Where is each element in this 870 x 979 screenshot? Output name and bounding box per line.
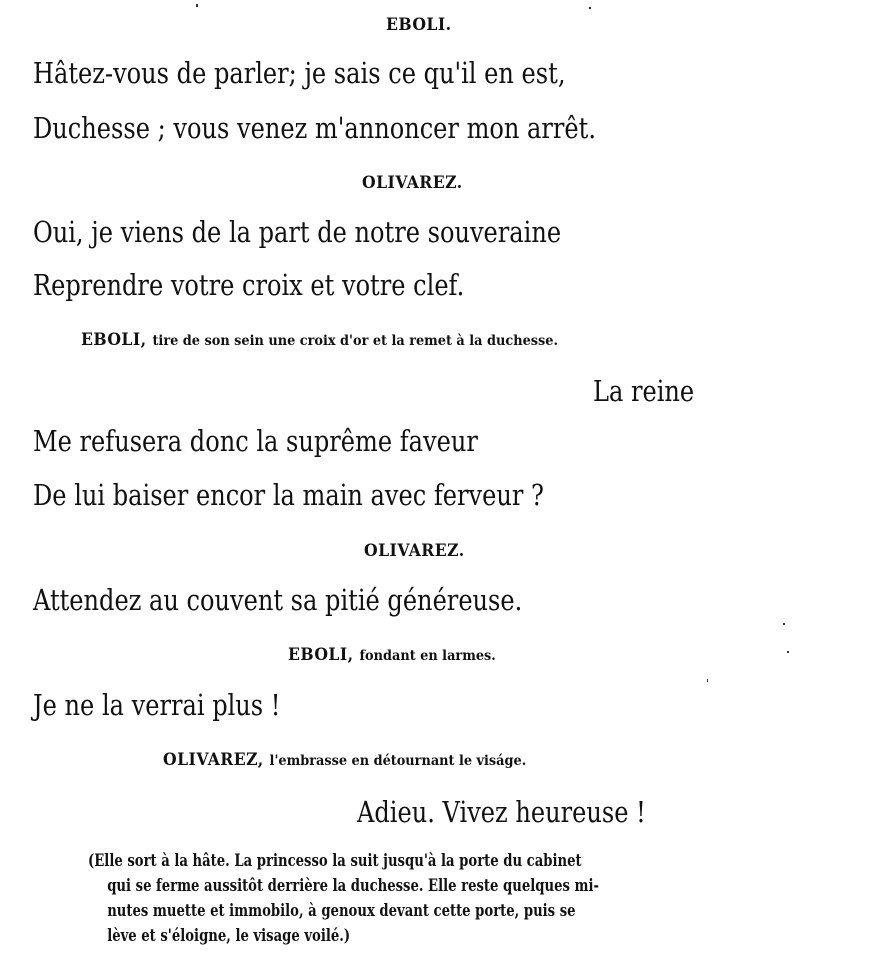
verse-line: Oui, je viens de la part de notre souveraine — [33, 215, 562, 249]
speaker-name: EBOLI, — [288, 645, 354, 665]
stage-direction-line: qui se ferme aussitôt derrière la duchesse. Elle reste quelques mi- — [107, 876, 599, 895]
speaker-heading — [362, 173, 463, 193]
speaker-name: OLIVAREZ. — [362, 173, 463, 193]
stage-direction-line: nutes muette et immobilo, à genoux devant cette porte, puis se — [107, 901, 576, 920]
stage-direction-line: lève et s'éloigne, le visage voilé.) — [107, 926, 351, 945]
print-speck — [196, 4, 198, 7]
speaker-name: EBOLI, — [81, 330, 147, 350]
speaker-heading — [163, 750, 526, 770]
speaker-heading — [364, 541, 465, 561]
speaker-name: EBOLI. — [386, 15, 452, 35]
verse-line: Je ne la verrai plus ! — [33, 688, 281, 722]
closing-stage-direction — [88, 848, 848, 948]
print-speck — [787, 651, 789, 653]
verse-line: La reine — [593, 374, 695, 408]
verse-line: Reprendre votre croix et votre clef. — [33, 268, 465, 302]
speaker-name: OLIVAREZ, — [163, 750, 264, 770]
verse-line: De lui baiser encor la main avec ferveur ? — [33, 478, 544, 512]
speaker-name: OLIVAREZ. — [364, 541, 465, 561]
print-speck — [783, 623, 785, 625]
stage-direction-line: (Elle sort à la hâte. La princesso la suit jusqu'à la porte du cabinet — [88, 851, 582, 870]
print-speck — [589, 7, 591, 9]
verse-line: Me refusera donc la suprême faveur — [33, 424, 478, 458]
verse-line: Hâtez-vous de parler; je sais ce qu'il en est, — [33, 56, 566, 90]
verse-line: Adieu. Vivez heureuse ! — [357, 795, 646, 829]
verse-line: Attendez au couvent sa pitié généreuse. — [33, 583, 523, 617]
stage-direction-inline: fondant en larmes. — [359, 648, 496, 664]
print-speck — [707, 679, 708, 682]
speaker-heading — [81, 330, 558, 350]
stage-direction-inline: tire de son sein une croix d'or et la remet à la duchesse. — [152, 333, 558, 349]
verse-line: Duchesse ; vous venez m'annoncer mon arrêt. — [33, 111, 596, 145]
speaker-heading — [288, 645, 496, 665]
stage-direction-inline: l'embrasse en détournant le viságe. — [269, 753, 527, 769]
speaker-heading — [386, 15, 452, 35]
